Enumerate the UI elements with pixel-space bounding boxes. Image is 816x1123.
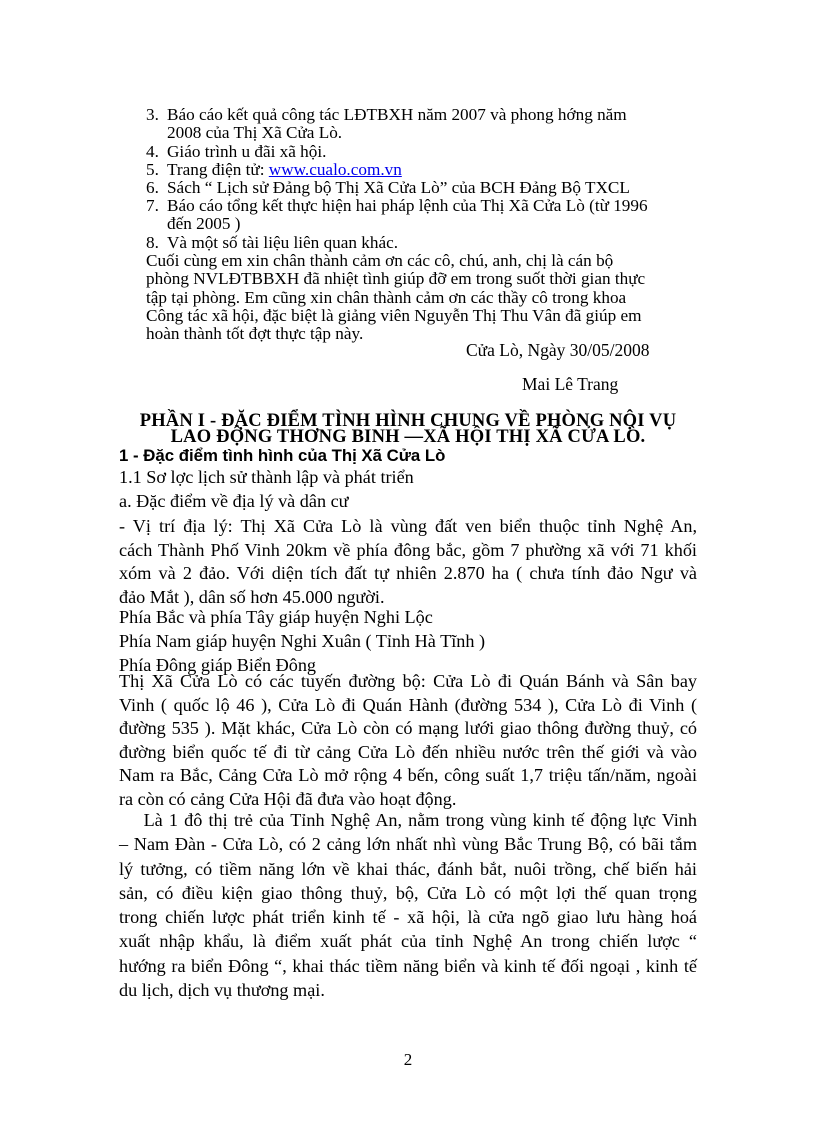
- transport-paragraph: [119, 670, 697, 812]
- text-line: đường 535 ). Mặt khác, Cửa Lò còn có mạng lưới giao thông đường thuỷ, có: [119, 718, 697, 739]
- reference-number: 6.: [146, 178, 159, 197]
- place-date: Cửa Lò, Ngày 30/05/2008: [466, 340, 650, 360]
- website-link[interactable]: www.cualo.com.vn: [268, 160, 402, 179]
- border-south: Phía Nam giáp huyện Nghi Xuân ( Tỉnh Hà Tĩnh ): [119, 631, 486, 651]
- location-paragraph: [119, 515, 697, 609]
- page-number: 2: [403, 1050, 413, 1069]
- reference-text: 2008 của Thị Xã Cửa Lò.: [167, 123, 343, 142]
- subsection-heading: 1.1 Sơ lợc lịch sử thành lập và phát triển: [119, 467, 414, 487]
- text-line: cách Thành Phố Vinh 20km về phía đông bắc, gồm 7 phường xã với 71 khối: [119, 539, 697, 560]
- reference-text: Và một số tài liệu liên quan khác.: [167, 233, 399, 252]
- text-line: Thị Xã Cửa Lò có các tuyến đường bộ: Cửa Lò đi Quán Bánh và Sân bay: [119, 671, 697, 691]
- reference-text: Giáo trình u đãi xã hội.: [167, 142, 327, 161]
- urban-paragraph: [119, 808, 697, 1002]
- reference-number: 5.: [146, 160, 159, 179]
- border-east: Phía Đông giáp Biển Đông: [119, 655, 317, 675]
- text-line: xóm và 2 đảo. Với diện tích đất tự nhiên 2.870 ha ( chưa tính đảo Ngư và: [119, 563, 697, 584]
- reference-text: Báo cáo kết quả công tác LĐTBXH năm 2007 và phong hớng năm: [167, 105, 627, 124]
- text-line: – Nam Đàn - Cửa Lò, có 2 cảng lớn nhất nhì vùng Bắc Trung Bộ, có bãi tắm: [119, 834, 697, 855]
- text-line: - Vị trí địa lý: Thị Xã Cửa Lò là vùng đất ven biển thuộc tỉnh Nghệ An,: [119, 516, 697, 536]
- borders-list: [119, 605, 697, 677]
- reference-number: 3.: [146, 105, 159, 124]
- reference-number: 7.: [146, 196, 159, 215]
- text-line: Công tác xã hội, đặc biệt là giảng viên Nguyễn Thị Thu Vân đã giúp em: [146, 306, 642, 325]
- border-north-west: Phía Bắc và phía Tây giáp huyện Nghi Lộc: [119, 607, 433, 627]
- text-line: Là 1 đô thị trẻ của Tỉnh Nghệ An, nằm trong vùng kinh tế động lực Vinh: [119, 810, 697, 830]
- reference-number: 8.: [146, 233, 159, 252]
- text-line: đường biển quốc tế đi từ cảng Cửa Lò đến nhiều nước trên thế giới và vào: [119, 741, 697, 762]
- text-line: phòng NVLĐTBBXH đã nhiệt tình giúp đỡ em trong suốt thời gian thực: [146, 269, 646, 288]
- text-line: trong chiến lược phát triển kinh tế - xã hội, là cửa ngõ giao lưu hàng hoá: [119, 907, 697, 928]
- text-line: lý tưởng, có tiềm năng lớn về khai thác, đánh bắt, nuôi trồng, chế biến hải: [119, 858, 697, 879]
- text-line: du lịch, dịch vụ thương mại.: [119, 980, 325, 1001]
- reference-text: Sách “ Lịch sử Đảng bộ Thị Xã Cửa Lò” của BCH Đảng Bộ TXCL: [167, 178, 630, 197]
- text-line: hoàn thành tốt đợt thực tập này.: [146, 324, 364, 343]
- text-line: đảo Mắt ), dân số hơn 45.000 người.: [119, 586, 385, 607]
- text-line: Nam ra Bắc, Cảng Cửa Lò mở rộng 4 bến, công suất 1,7 triệu tấn/năm, ngoài: [119, 765, 697, 786]
- reference-number: 4.: [146, 142, 159, 161]
- author-name: Mai Lê Trang: [522, 374, 619, 394]
- part-title-line-2: LAO ĐỘNG THƠNG BINH —XÃ HỘI THỊ XÃ CỬA LÒ.: [170, 427, 646, 447]
- text-line: Vinh ( quốc lộ 46 ), Cửa Lò đi Quán Hành (đường 534 ), Cửa Lò đi Vinh (: [119, 694, 697, 715]
- reference-prefix: Trang điện tử:: [167, 160, 269, 179]
- text-line: Cuối cùng em xin chân thành cảm ơn các cô, chú, anh, chị là cán bộ: [146, 251, 614, 270]
- text-line: xuất nhập khẩu, là điểm xuất phát của tỉnh Nghệ An trong chiến lược “: [119, 931, 697, 952]
- reference-text: [167, 161, 402, 179]
- text-line: tập tại phòng. Em cũng xin chân thành cảm ơn các thầy cô trong khoa: [146, 288, 627, 307]
- text-line: ra còn có cảng Cửa Hội đã đưa vào hoạt động.: [119, 788, 457, 809]
- reference-text: Báo cáo tổng kết thực hiện hai pháp lệnh của Thị Xã Cửa Lò (từ 1996: [167, 196, 648, 215]
- text-line: sản, có điều kiện giao thông thuỷ, bộ, Cửa Lò có một lợi thế quan trọng: [119, 882, 697, 903]
- section-heading: 1 - Đặc điểm tình hình của Thị Xã Cửa Lò: [119, 446, 446, 465]
- reference-text: đến 2005 ): [167, 214, 241, 233]
- part-title-line-1: PHẦN I - ĐẶC ĐIỂM TÌNH HÌNH CHUNG VỀ PHÒNG NỘI VỤ: [139, 411, 677, 431]
- text-line: hướng ra biển Đông “, khai thác tiềm năng biển và kinh tế đối ngoại , kinh tế: [119, 955, 697, 976]
- subsection-a-heading: a. Đặc điểm về địa lý và dân cư: [119, 491, 349, 511]
